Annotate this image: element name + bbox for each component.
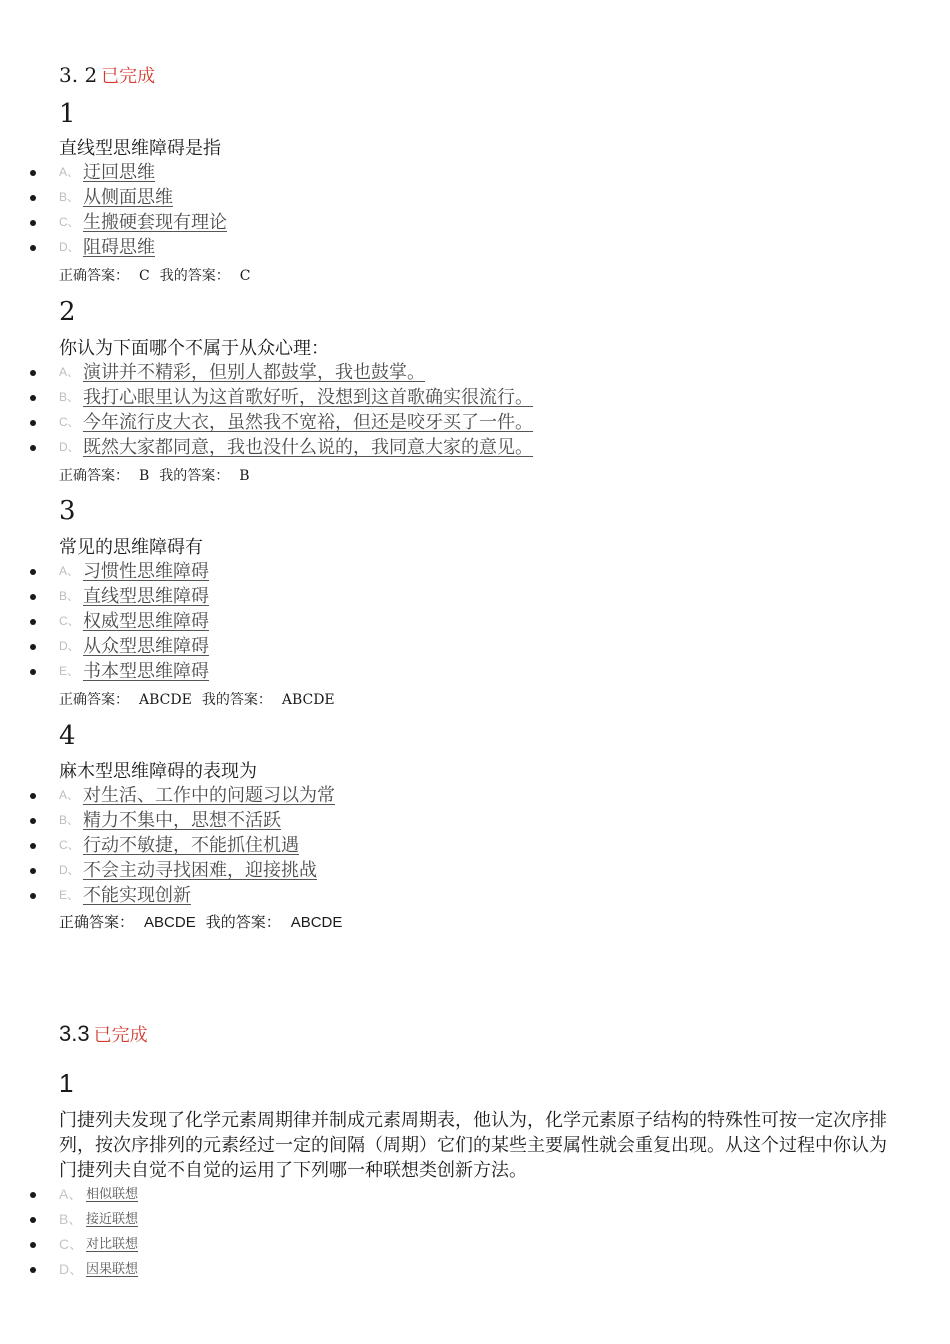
my-answer: ABCDE xyxy=(281,692,335,708)
bullet xyxy=(30,818,36,824)
option-text[interactable]: 我打心眼里认为这首歌好听，没想到这首歌确实很流行。 xyxy=(83,387,533,408)
my-answer: B xyxy=(239,468,250,484)
question-number: 3 xyxy=(59,496,76,526)
question-number: 2 xyxy=(59,297,76,327)
option-text[interactable]: 精力不集中，思想不活跃 xyxy=(83,810,281,831)
option-letter: A、 xyxy=(59,564,80,578)
option-letter: C、 xyxy=(59,415,80,429)
option-letter: B、 xyxy=(59,813,80,827)
bullet xyxy=(30,793,36,799)
option-letter: D、 xyxy=(59,440,80,454)
option-letter: E、 xyxy=(59,664,80,678)
option-letter: A、 xyxy=(59,1186,83,1202)
option-text[interactable]: 对比联想 xyxy=(86,1237,139,1252)
bullet xyxy=(30,644,36,650)
option-letter: C、 xyxy=(59,838,80,852)
option-letter: D、 xyxy=(59,863,80,877)
option-text[interactable]: 不能实现创新 xyxy=(83,885,191,906)
correct-answer: ABCDE xyxy=(144,914,196,931)
bullet xyxy=(30,1192,36,1198)
bullet xyxy=(30,195,36,201)
option-text[interactable]: 演讲并不精彩，但别人都鼓掌，我也鼓掌。 xyxy=(83,362,425,383)
correct-answer: ABCDE xyxy=(139,692,192,708)
correct-answer-label: 正确答案： xyxy=(59,692,129,708)
option-text[interactable]: 行动不敏捷，不能抓住机遇 xyxy=(83,835,299,856)
option-text[interactable]: 书本型思维障碍 xyxy=(83,661,209,682)
option-letter: D、 xyxy=(59,1261,84,1277)
option-text[interactable]: 生搬硬套现有理论 xyxy=(83,212,227,233)
option-letter: C、 xyxy=(59,614,80,628)
bullet xyxy=(30,594,36,600)
option-text[interactable]: 习惯性思维障碍 xyxy=(83,561,209,582)
my-answer-label: 我的答案： xyxy=(159,468,230,484)
option-text[interactable]: 从侧面思维 xyxy=(83,187,173,208)
answer-line xyxy=(59,265,260,285)
question-number: 1 xyxy=(59,99,76,129)
option-text[interactable]: 迂回思维 xyxy=(83,162,155,183)
option-letter: B、 xyxy=(59,589,80,603)
option-letter: A、 xyxy=(59,165,80,179)
option-text[interactable]: 不会主动寻找困难，迎接挑战 xyxy=(83,860,317,881)
option-text[interactable]: 直线型思维障碍 xyxy=(83,586,209,607)
bullet xyxy=(30,619,36,625)
bullet xyxy=(30,370,36,376)
section-heading xyxy=(59,1021,148,1047)
status-completed: 已完成 xyxy=(93,1025,148,1045)
option-letter: D、 xyxy=(59,639,80,653)
question-text: 麻木型思维障碍的表现为 xyxy=(59,761,257,782)
my-answer-label: 我的答案： xyxy=(159,268,230,284)
question-number: 4 xyxy=(59,721,76,751)
option-text[interactable]: 权威型思维障碍 xyxy=(83,611,209,632)
bullet xyxy=(30,420,36,426)
bullet xyxy=(30,170,36,176)
answer-line xyxy=(59,465,260,485)
bullet xyxy=(30,868,36,874)
bullet xyxy=(30,445,36,451)
option-text[interactable]: 阻碍思维 xyxy=(83,237,155,258)
bullet xyxy=(30,395,36,401)
option-letter: A、 xyxy=(59,788,80,802)
bullet xyxy=(30,1267,36,1273)
option-letter: C、 xyxy=(59,1236,84,1252)
my-answer: C xyxy=(239,268,251,284)
question-text: 门捷列夫发现了化学元素周期律并制成元素周期表，他认为，化学元素原子结构的特殊性可按一定次序排列，按次序排列的元素经过一定的间隔（周期）它们的某些主要属性就会重复出现。从这个过程中你认为门捷列夫自觉不自觉的运用了下列哪一种联想类创新方法。 xyxy=(59,1110,887,1181)
status-completed: 已完成 xyxy=(101,66,156,87)
section-number: 3. 2 xyxy=(59,63,98,87)
option-letter: B、 xyxy=(59,390,80,404)
option-text[interactable]: 因果联想 xyxy=(86,1262,139,1277)
bullet xyxy=(30,1242,36,1248)
bullet xyxy=(30,569,36,575)
option-text[interactable]: 从众型思维障碍 xyxy=(83,636,209,657)
question-text: 你认为下面哪个不属于从众心理： xyxy=(59,338,329,359)
option-text[interactable]: 对生活、工作中的问题习以为常 xyxy=(83,785,335,806)
question-text: 直线型思维障碍是指 xyxy=(59,138,221,159)
option-letter: C、 xyxy=(59,215,80,229)
bullet xyxy=(30,220,36,226)
section-heading xyxy=(59,62,155,88)
option-letter: A、 xyxy=(59,365,80,379)
option-text[interactable]: 既然大家都同意，我也没什么说的，我同意大家的意见。 xyxy=(83,437,533,458)
question-number: 1 xyxy=(59,1068,74,1098)
option-letter: D、 xyxy=(59,240,80,254)
bullet xyxy=(30,843,36,849)
correct-answer-label: 正确答案： xyxy=(59,468,129,484)
question-text: 常见的思维障碍有 xyxy=(59,537,203,558)
bullet xyxy=(30,669,36,675)
answer-line xyxy=(59,911,352,932)
option-text[interactable]: 相似联想 xyxy=(86,1187,139,1202)
bullet xyxy=(30,1217,36,1223)
option-letter: B、 xyxy=(59,1211,83,1227)
my-answer: ABCDE xyxy=(290,914,343,931)
correct-answer: C xyxy=(139,268,150,284)
option-text[interactable]: 接近联想 xyxy=(86,1212,139,1227)
correct-answer-label: 正确答案： xyxy=(59,914,135,931)
my-answer-label: 我的答案： xyxy=(201,692,272,708)
bullet xyxy=(30,893,36,899)
option-text[interactable]: 今年流行皮大衣，虽然我不宽裕，但还是咬牙买了一件。 xyxy=(83,412,533,433)
correct-answer: B xyxy=(139,468,150,484)
section-number: 3.3 xyxy=(59,1021,90,1046)
my-answer-label: 我的答案： xyxy=(205,914,281,931)
option-letter: E、 xyxy=(59,888,80,902)
option-letter: B、 xyxy=(59,190,80,204)
bullet xyxy=(30,245,36,251)
correct-answer-label: 正确答案： xyxy=(59,268,129,284)
answer-line xyxy=(59,689,345,709)
